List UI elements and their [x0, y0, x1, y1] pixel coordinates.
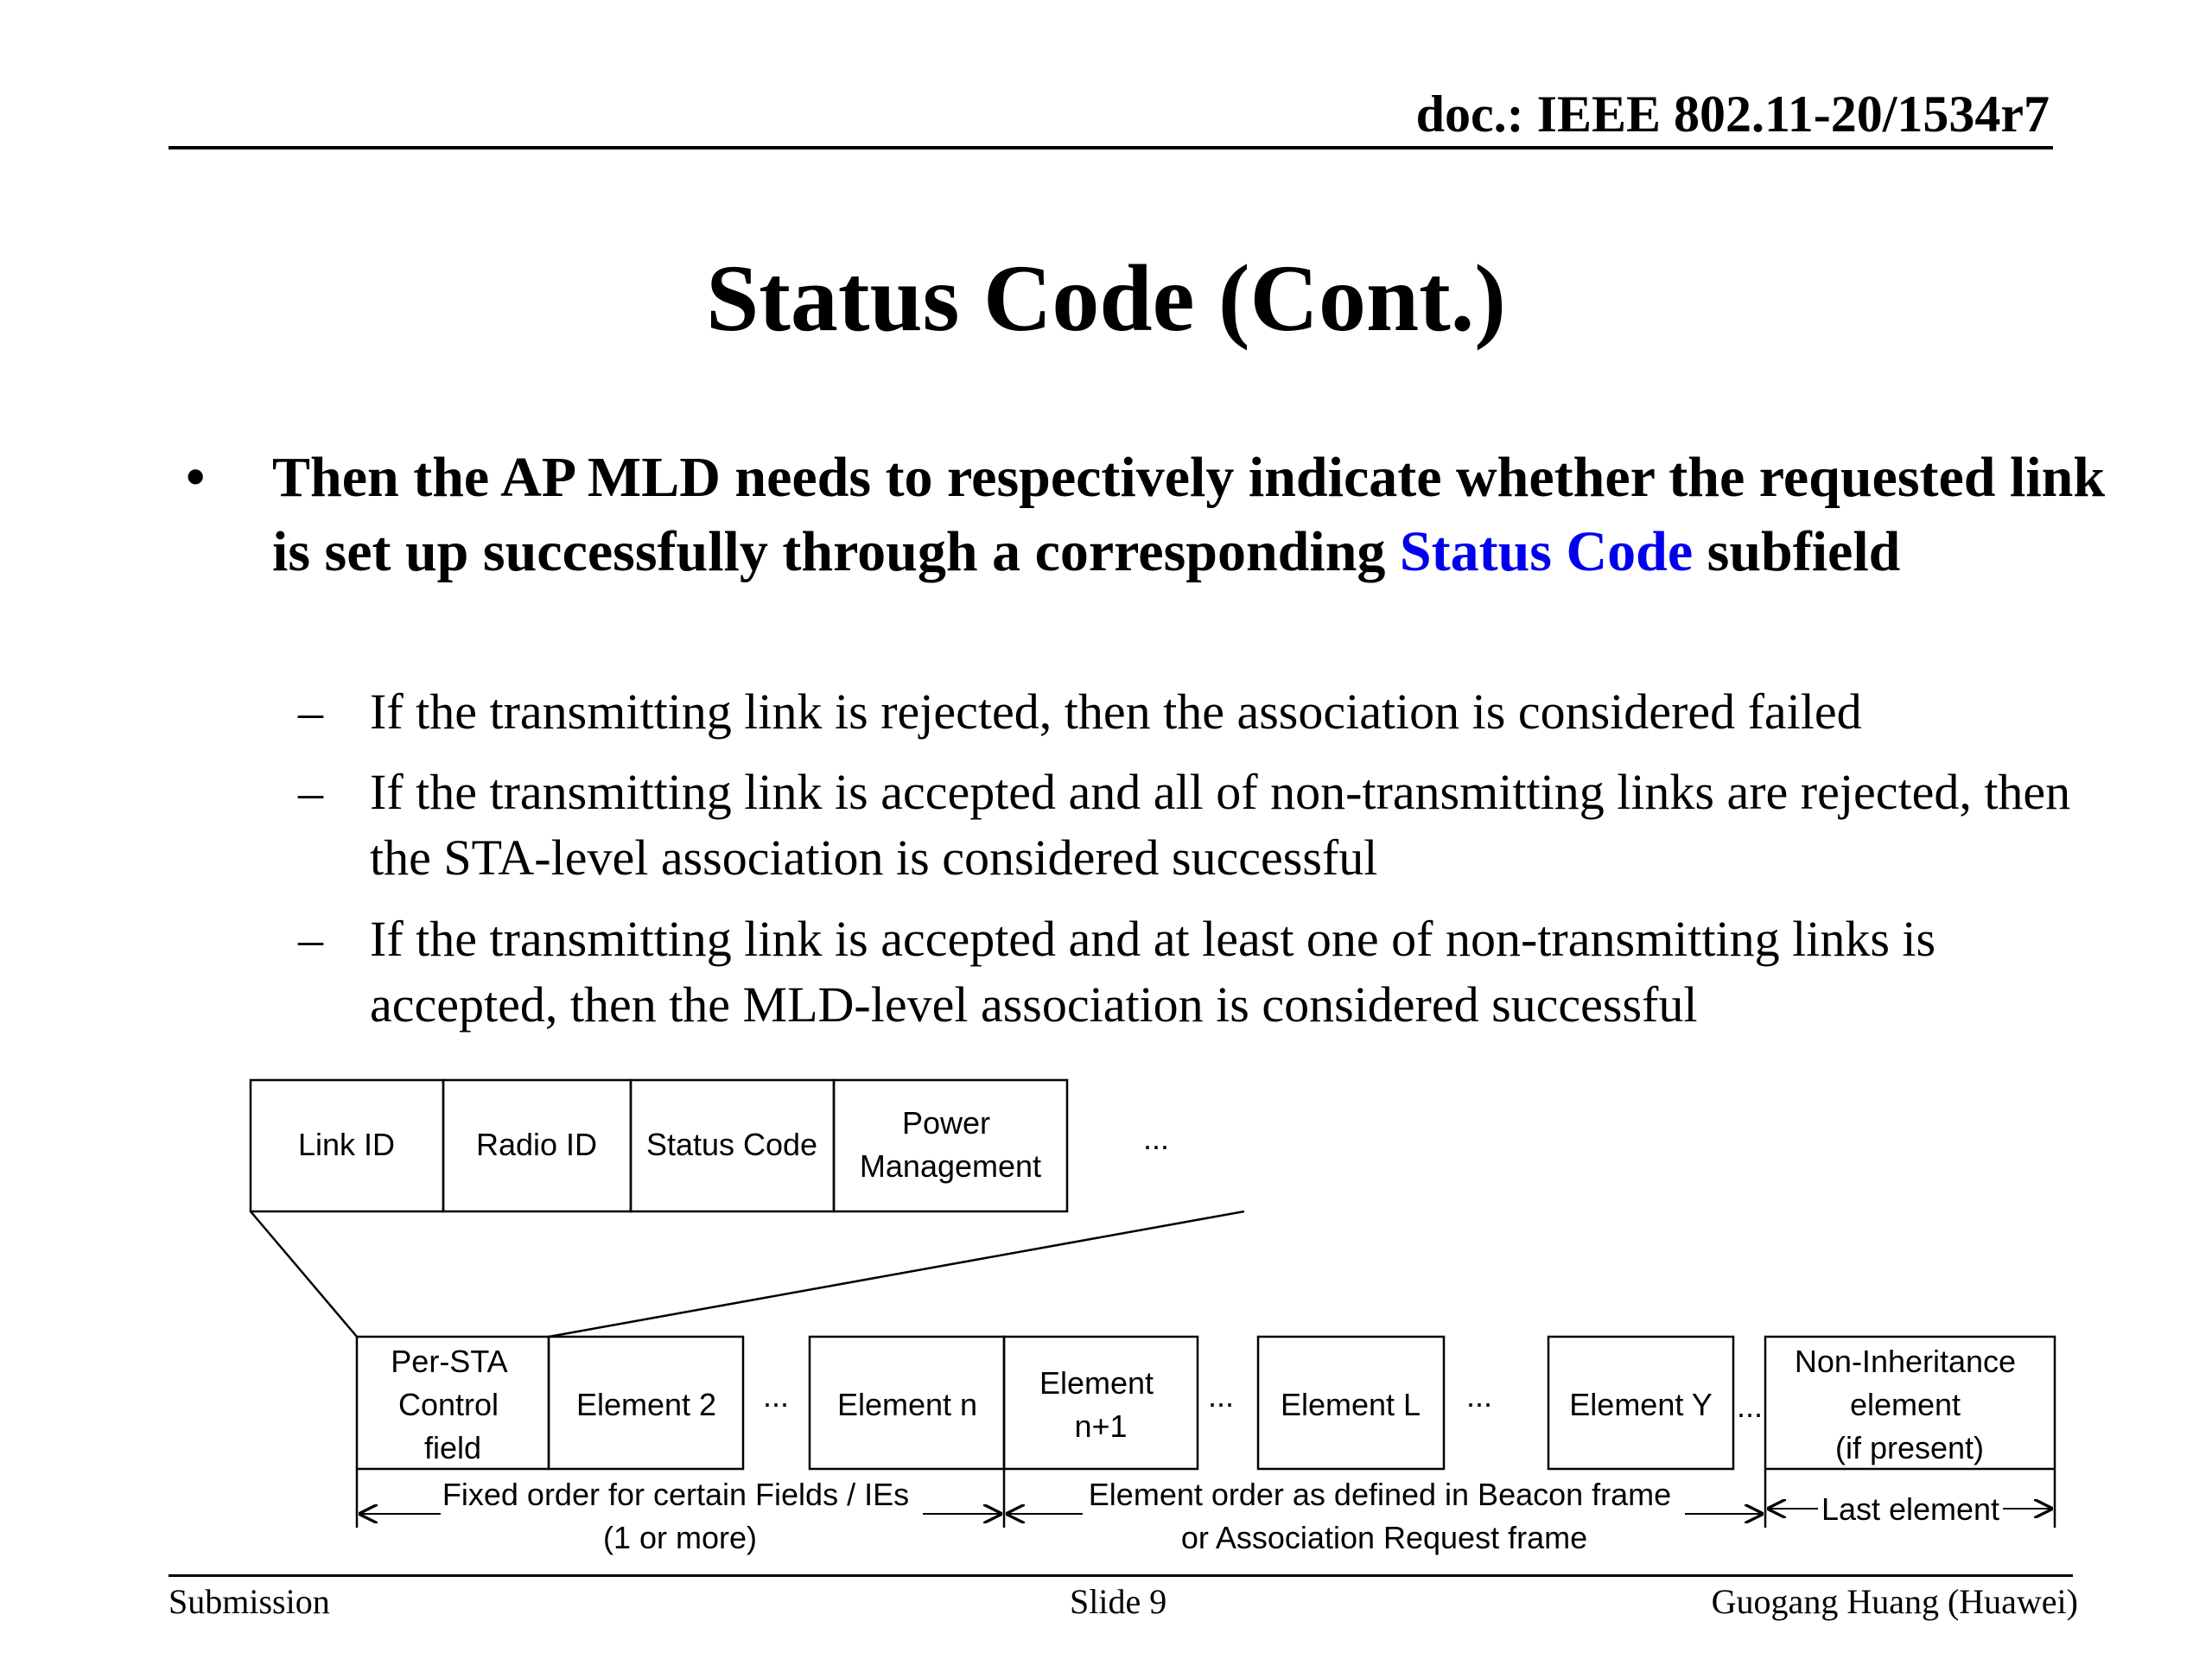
sub-bullet-3: If the transmitting link is accepted and at least one of non-transmitting links is accepted, then the MLD-level association is considered successful [370, 911, 1936, 1033]
document-id: doc.: IEEE 802.11-20/1534r7 [1415, 86, 2050, 143]
footer-slide-number: Slide 9 [1070, 1582, 1167, 1621]
span-2-line-2: or Association Request frame [1180, 1520, 1588, 1555]
bullet-marker: • [186, 446, 206, 507]
link-id-field-label: Link ID [297, 1127, 396, 1162]
footer-author: Guogang Huang (Huawei) [1711, 1582, 2078, 1621]
element-n-label: Element n [836, 1387, 978, 1422]
element-y-label: Element Y [1569, 1387, 1713, 1422]
element-n-plus-1-label [1039, 1365, 1162, 1444]
zoom-line-right [549, 1211, 1244, 1337]
radio-id-field-label: Radio ID [475, 1127, 598, 1162]
span-3-label: Last element [1821, 1491, 2000, 1527]
per-sta-control-field-label [391, 1344, 514, 1465]
non-inheritance-line-1: Non-Inheritance [1794, 1344, 2017, 1379]
span-1-line-2: (1 or more) [602, 1520, 758, 1555]
per-sta-label-line-1: Per-STA [391, 1344, 506, 1379]
sub-bullet-3-dash: – [298, 911, 323, 967]
span-1-line-1: Fixed order for certain Fields / IEs [442, 1477, 910, 1512]
power-management-label-line-2: Management [859, 1148, 1042, 1184]
element-l-label: Element L [1280, 1387, 1421, 1422]
span-2-label [1089, 1477, 1680, 1555]
bullet-text-before: Then the AP MLD needs to respectively indicate whether the requested link is set up successfully through a corresponding [272, 446, 2106, 583]
power-management-field-label [860, 1105, 1041, 1184]
per-sta-label-line-2: Control [397, 1387, 499, 1422]
bullet-text-after: subfield [1693, 520, 1901, 583]
non-inheritance-line-3: (if present) [1834, 1430, 1985, 1465]
sub-bullet-1: If the transmitting link is rejected, then the association is considered failed [370, 683, 1862, 740]
footer-rule [168, 1574, 2073, 1577]
power-management-label-line-1: Power [901, 1105, 991, 1141]
sub-bullet-2: If the transmitting link is accepted and all of non-transmitting links are rejected, then the STA-level association is considered successful [370, 764, 2071, 886]
footer-submission: Submission [168, 1582, 330, 1621]
status-code-highlight: Status Code [1399, 520, 1694, 583]
per-sta-label-line-3: field [423, 1430, 482, 1465]
span-2-line-1: Element order as defined in Beacon frame [1088, 1477, 1672, 1512]
bottom-ellipsis-4: ... [1736, 1389, 1764, 1424]
slide-title: Status Code (Cont.) [706, 245, 1506, 351]
element-2-label: Element 2 [575, 1387, 717, 1422]
bottom-ellipsis-3: ... [1465, 1378, 1493, 1414]
sub-bullet-2-dash: – [298, 764, 323, 820]
element-n-plus-1-box [1004, 1337, 1198, 1469]
bottom-ellipsis-2: ... [1207, 1378, 1235, 1414]
non-inheritance-line-2: element [1849, 1387, 1961, 1422]
zoom-line-left [251, 1211, 357, 1337]
bottom-ellipsis-1: ... [762, 1378, 790, 1414]
element-n-plus-1-line-2: n+1 [1074, 1408, 1128, 1444]
power-management-field-box [834, 1080, 1067, 1211]
top-fields-ellipsis: ... [1142, 1121, 1170, 1156]
span-1-label [442, 1477, 918, 1555]
element-n-plus-1-line-1: Element [1039, 1365, 1154, 1401]
sub-bullet-1-dash: – [298, 683, 323, 740]
status-code-field-label: Status Code [645, 1127, 818, 1162]
non-inheritance-element-label [1795, 1344, 2024, 1465]
